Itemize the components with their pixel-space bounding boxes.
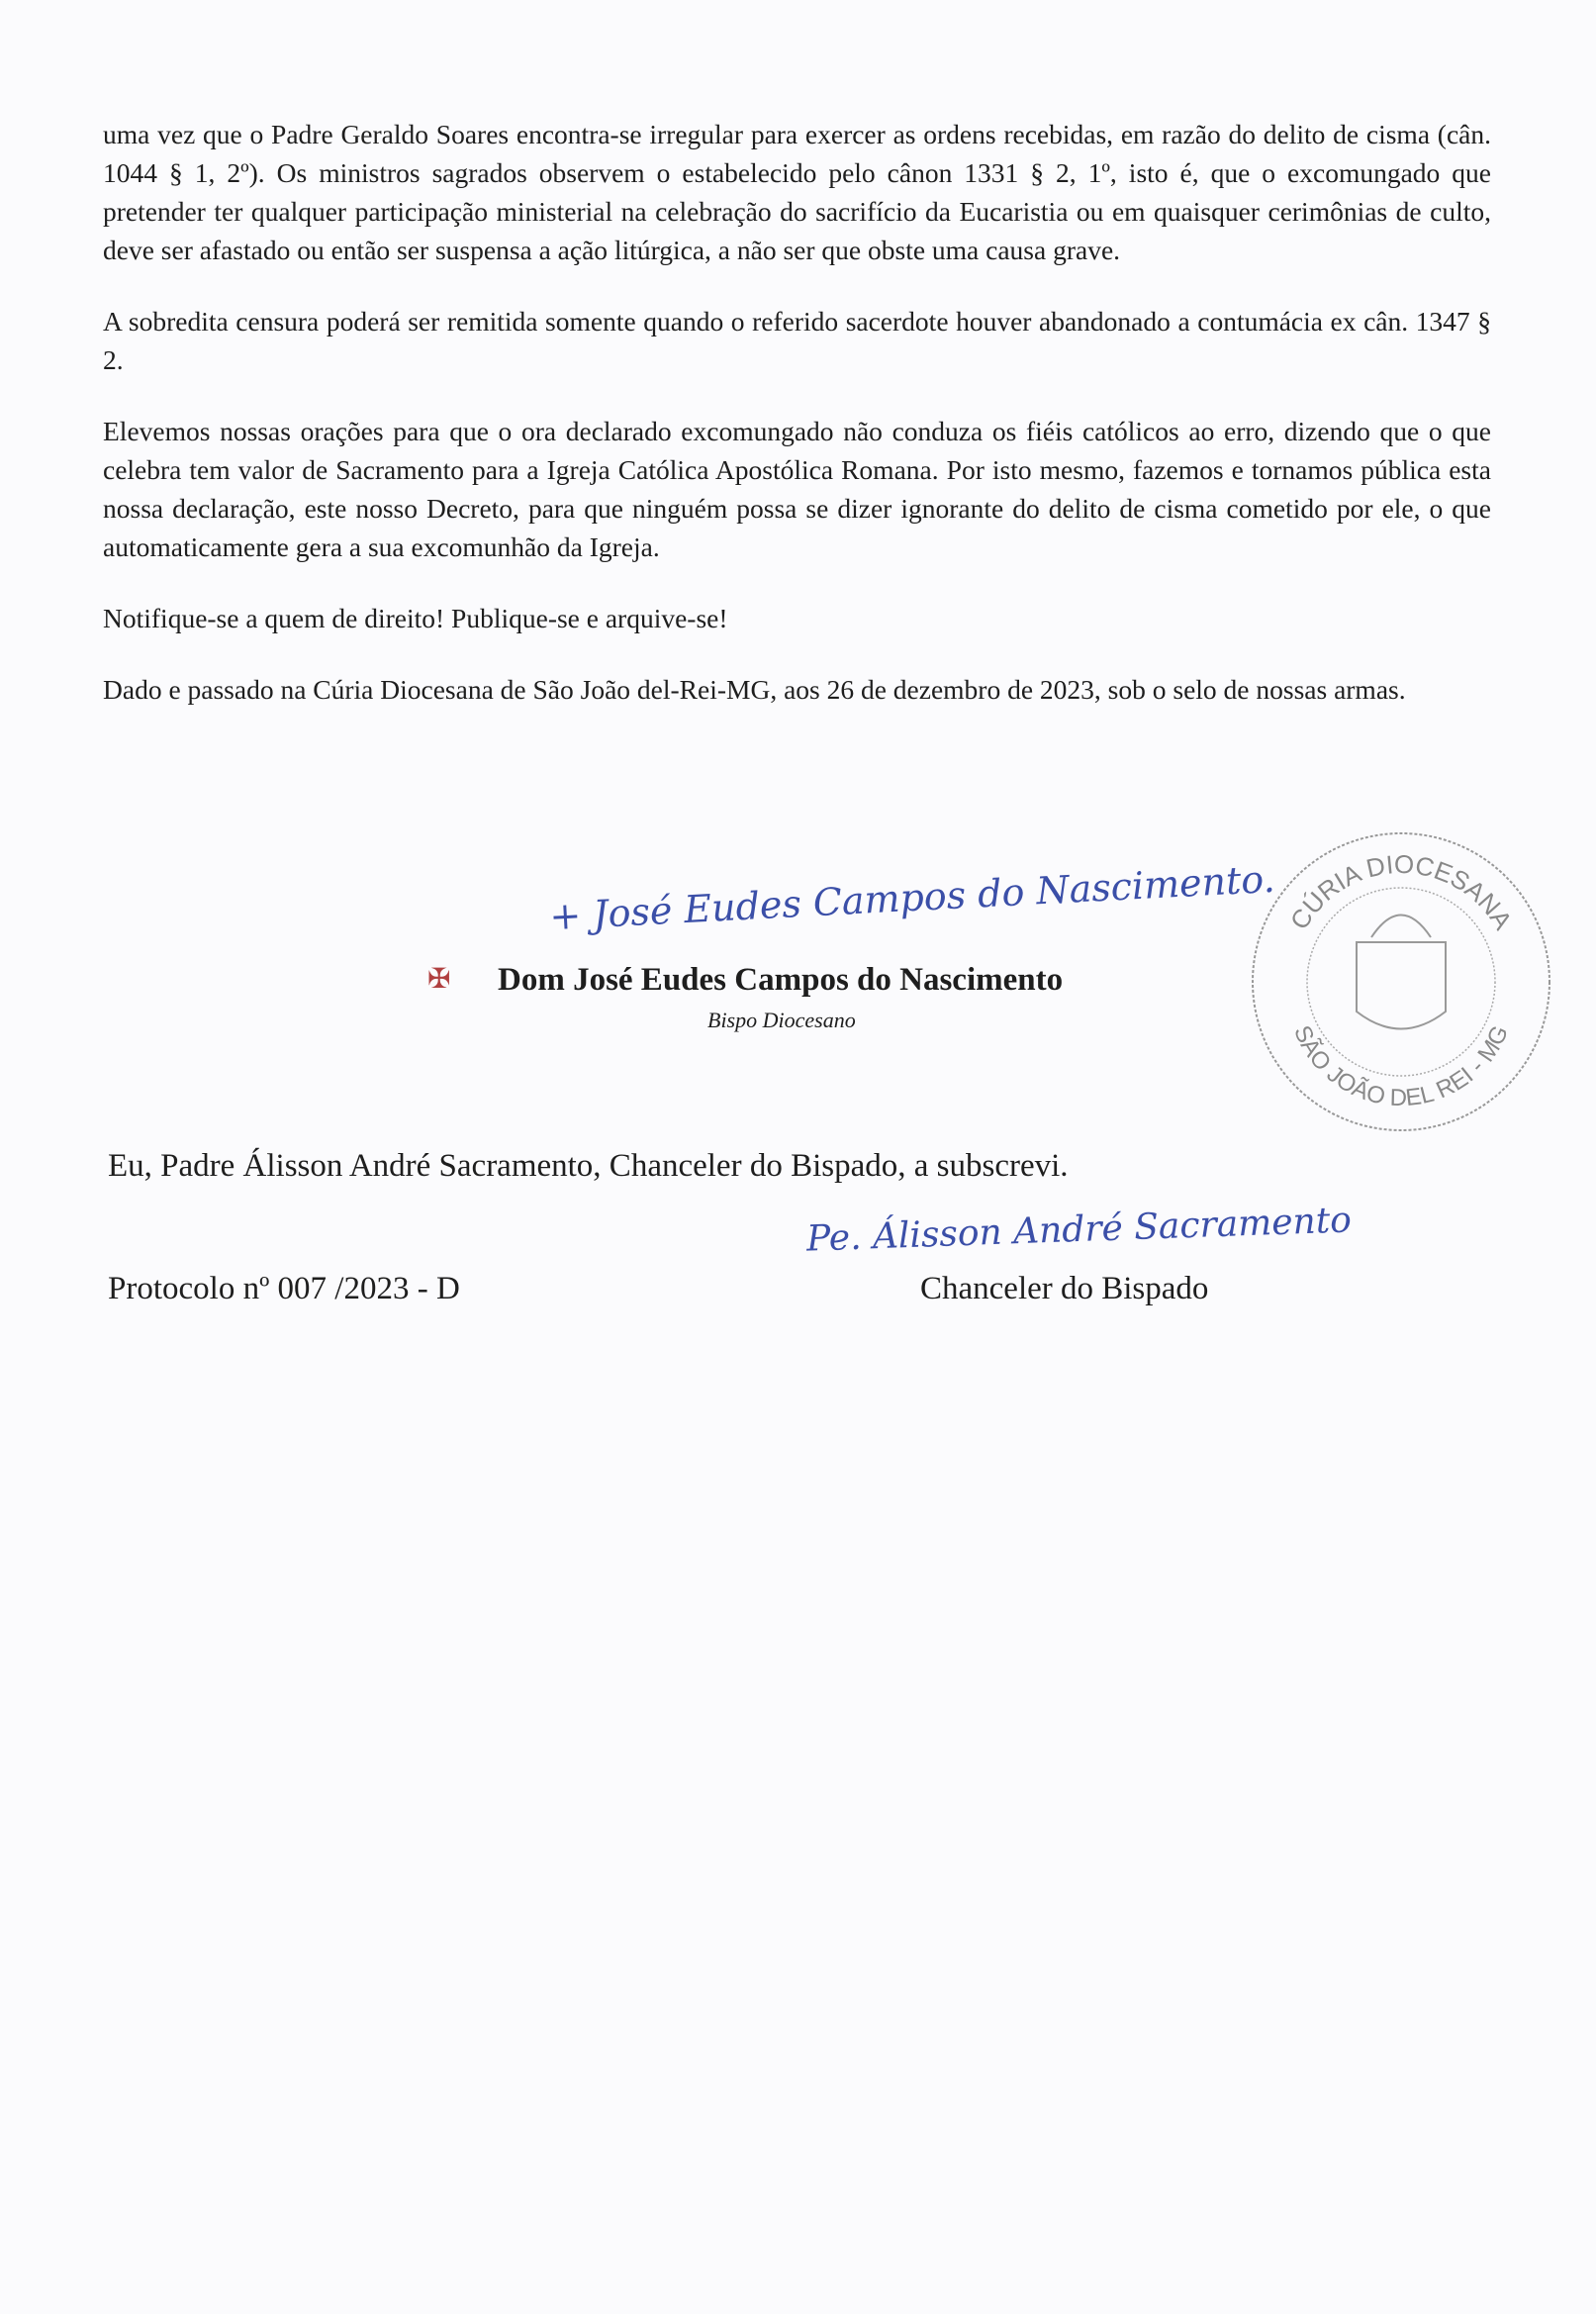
protocol-number: Protocolo nº 007 /2023 - D bbox=[108, 1271, 460, 1306]
bishop-name: Dom José Eudes Campos do Nascimento bbox=[498, 962, 1064, 998]
diocesan-seal bbox=[1243, 823, 1559, 1140]
paragraph-given: Dado e passado na Cúria Diocesana de São João del-Rei-MG, aos 26 de dezembro de 2023, sob o selo de nossas armas. bbox=[103, 674, 1406, 705]
seal-top-text: CÚRIA DIOCESANA bbox=[1283, 848, 1519, 935]
svg-text:SÃO JOÃO DEL REI - MG bbox=[1288, 1021, 1514, 1111]
cross-icon: ✠ bbox=[427, 964, 451, 995]
paragraph-censure-remission: A sobredita censura poderá ser remitida somente quando o referido sacerdote houver abandonado a contumácia ex cân. 1347 § 2. bbox=[103, 306, 1491, 375]
svg-text:CÚRIA DIOCESANA bbox=[1284, 849, 1519, 935]
seal-bottom-text: SÃO JOÃO DEL REI - MG bbox=[1287, 1021, 1515, 1112]
chancellor-title: Chanceler do Bispado bbox=[920, 1271, 1209, 1306]
paragraph-canon-irregularity: uma vez que o Padre Geraldo Soares encontra-se irregular para exercer as ordens recebidas, em razão do delito de cisma (cân. 1044 § 1, 2º). Os ministros sagrados observem o estabelecido pelo cânon 1331 § 2, 1º, isto é, que o excomungado que pretender ter qualquer participação ministerial na celebração do sacrifício da Eucaristia ou em quaisquer cerimônias de culto, deve ser afastado ou então ser suspensa a ação litúrgica, a não ser que obste uma causa grave. bbox=[103, 119, 1491, 265]
paragraph-prayers: Elevemos nossas orações para que o ora declarado excomungado não conduza os fiéis católicos ao erro, dizendo que o que celebra tem valor de Sacramento para a Igreja Católica Apostólica Romana. Por isto mesmo, fazemos e tornamos pública esta nossa declaração, este nosso Decreto, para que ninguém possa se dizer ignorante do delito de cisma cometido por ele, o que automaticamente gera a sua excomunhão da Igreja. bbox=[103, 416, 1491, 562]
paragraph-notify: Notifique-se a quem de direito! Publique-se e arquive-se! bbox=[103, 603, 728, 633]
decree-body bbox=[103, 115, 1491, 741]
bishop-title: Bispo Diocesano bbox=[707, 1008, 856, 1032]
chancellor-signature: Pe. Álisson André Sacramento bbox=[805, 1200, 1353, 1260]
bishop-signature: + José Eudes Campos do Nascimento. bbox=[548, 856, 1276, 939]
chancellor-statement: Eu, Padre Álisson André Sacramento, Chanceler do Bispado, a subscrevi. bbox=[108, 1148, 1069, 1184]
